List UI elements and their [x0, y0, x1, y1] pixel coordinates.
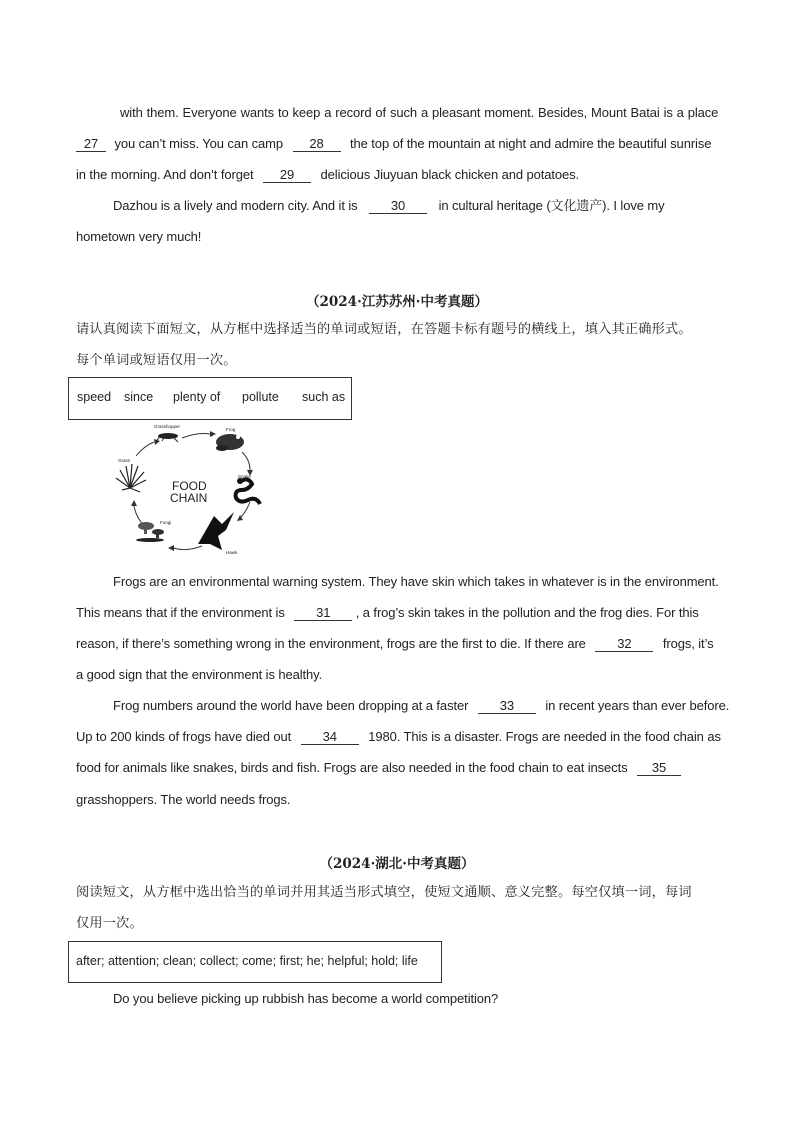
text: with them. Everyone wants to keep a record of such a pleasant moment. Besides, Mount Batai is a place	[120, 105, 719, 120]
blank-31[interactable]: 31	[294, 606, 352, 621]
text: frogs, it’s	[662, 636, 714, 651]
text: , a frog’s skin takes in the pollution and the frog dies. For this	[355, 605, 699, 620]
text: in recent years than ever before.	[545, 698, 730, 713]
section3-instruction-2: 仅用一次。	[76, 916, 143, 931]
text: food for animals like snakes, birds and fish. Frogs are also needed in the food chain to eat insects	[76, 760, 628, 775]
frog-icon	[216, 427, 244, 451]
section2-p2-line3	[76, 759, 681, 777]
text: reason, if there’s something wrong in the environment, frogs are the first to die. If there are	[76, 636, 586, 651]
hawk-icon	[198, 512, 238, 555]
text: hometown very much!	[76, 229, 202, 244]
section2-heading: （2024·江苏苏州·中考真题）	[306, 294, 488, 310]
passage1-line4	[113, 197, 665, 215]
text: Frogs are an environmental warning system. They have skin which takes in whatever is in the environment.	[113, 574, 719, 589]
blank-33[interactable]: 33	[478, 699, 536, 714]
word-plenty-of: plenty of	[173, 390, 221, 404]
snake-icon	[236, 474, 260, 504]
word-since: since	[124, 390, 154, 404]
label-grass: Grass	[118, 458, 131, 463]
blank-35[interactable]: 35	[637, 761, 681, 776]
text: a good sign that the environment is healthy.	[76, 667, 323, 682]
text: you can’t miss. You can camp	[114, 136, 283, 151]
text: This means that if the environment is	[76, 605, 285, 620]
word-list: after; attention; clean; collect; come; first; he; helpful; hold; life	[76, 954, 418, 968]
text: Do you believe picking up rubbish has become a world competition?	[113, 991, 499, 1006]
text: grasshoppers. The world needs frogs.	[76, 792, 291, 807]
text: in the morning. And don’t forget	[76, 167, 254, 182]
word-box-2	[68, 377, 352, 420]
text: in cultural heritage (文化遗产). I love my	[438, 198, 665, 213]
word-pollute: pollute	[242, 390, 279, 404]
section2-p1-line1	[113, 573, 719, 591]
label-grasshopper: Grasshopper	[154, 424, 181, 429]
text: Up to 200 kinds of frogs have died out	[76, 729, 292, 744]
blank-32[interactable]: 32	[595, 637, 653, 652]
blank-28[interactable]: 28	[293, 137, 341, 152]
section3-instruction-1: 阅读短文，从方框中选出恰当的单词并用其适当形式填空，使短文通顺、意义完整。每空仅填一词，每词	[76, 885, 692, 900]
blank-30[interactable]: 30	[369, 199, 427, 214]
grasshopper-icon	[154, 424, 181, 442]
text: the top of the mountain at night and admire the beautiful sunrise	[350, 136, 712, 151]
section2-p2-line4	[76, 791, 290, 809]
label-hawk: Hawk	[226, 550, 238, 555]
passage1-line1	[120, 104, 718, 122]
food-chain-diagram	[110, 420, 280, 560]
passage1-line5	[76, 228, 201, 246]
passage1-line2	[76, 135, 711, 153]
text: 1980. This is a disaster. Frogs are needed in the food chain as	[368, 729, 721, 744]
text: delicious Jiuyuan black chicken and potatoes.	[320, 167, 580, 182]
blank-27[interactable]: 27	[76, 137, 106, 152]
label-fungi: Fungi	[160, 520, 172, 525]
section2-instruction-2: 每个单词或短语仅用一次。	[76, 353, 237, 368]
diagram-title-food: FOOD	[172, 479, 207, 493]
grass-icon	[116, 458, 146, 492]
fungi-icon	[136, 520, 171, 542]
section2-instruction-1: 请认真阅读下面短文，从方框中选择适当的单词或短语，在答题卡标有题号的横线上，填入其正确形式。	[76, 322, 692, 337]
blank-34[interactable]: 34	[301, 730, 359, 745]
label-frog: Frog	[226, 427, 236, 432]
section2-p2-line2	[76, 728, 721, 746]
word-speed: speed	[77, 390, 112, 404]
section2-p1-line3	[76, 635, 714, 653]
diagram-title-chain: CHAIN	[170, 491, 208, 505]
passage1-line3	[76, 166, 579, 184]
word-box-3	[68, 941, 442, 983]
text: Frog numbers around the world have been dropping at a faster	[113, 698, 469, 713]
section2-p1-line4	[76, 666, 322, 684]
word-such-as: such as	[302, 390, 346, 404]
section2-p1-line2	[76, 604, 699, 622]
section3-p1-line1	[113, 990, 498, 1008]
section3-heading: （2024·湖北·中考真题）	[319, 856, 475, 872]
section2-p2-line1	[113, 697, 729, 715]
label-snake: Snake	[238, 474, 251, 479]
blank-29[interactable]: 29	[263, 168, 311, 183]
text: Dazhou is a lively and modern city. And it is	[113, 198, 358, 213]
